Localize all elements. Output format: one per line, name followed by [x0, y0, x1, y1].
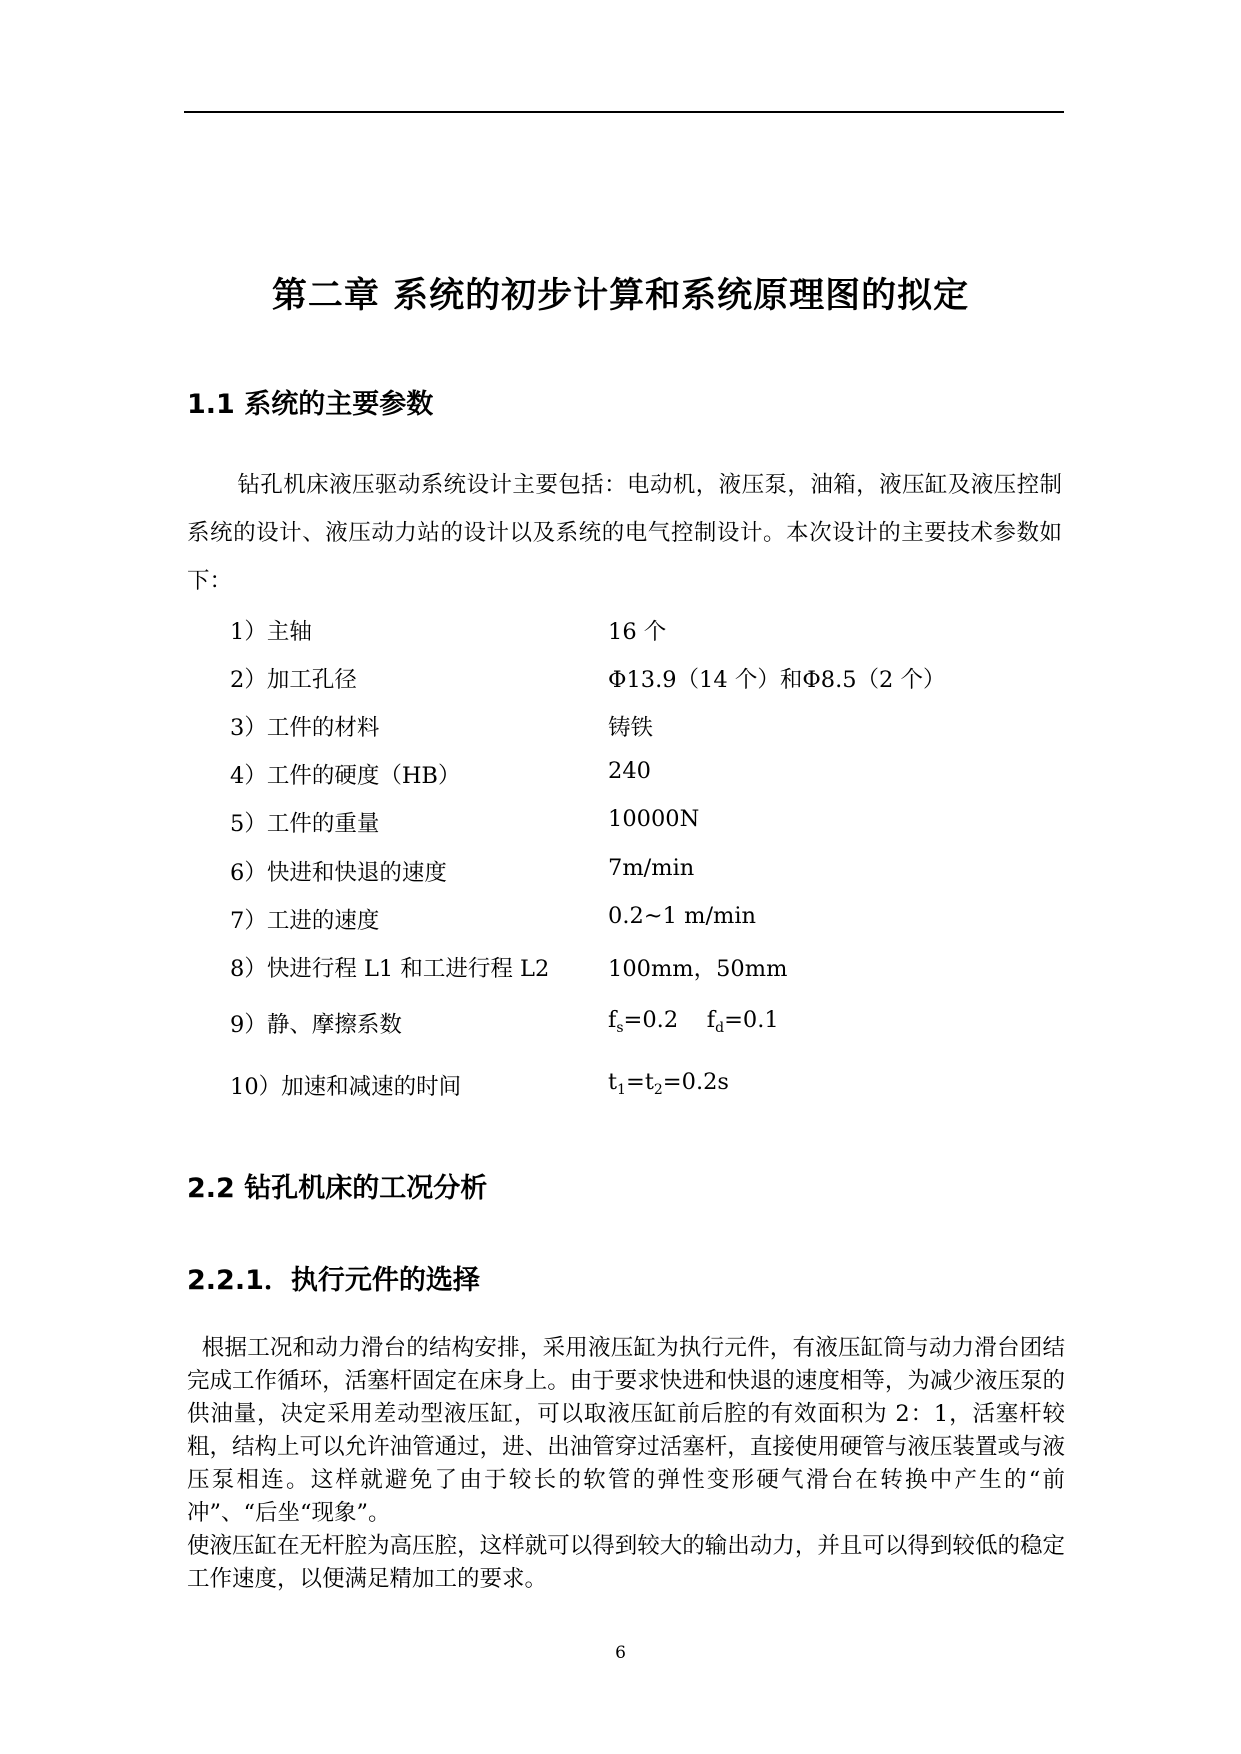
parameter-value: 0.2~1 m/min [608, 903, 757, 929]
parameter-value: Φ13.9（14 个）和Φ8.5（2 个） [608, 667, 946, 693]
parameter-row [230, 1007, 1060, 1047]
section-heading-2-2-1: 2.2.1．执行元件的选择 [187, 1265, 480, 1296]
parameter-label: 9）静、摩擦系数 [230, 1012, 402, 1038]
parameter-label: 3）工件的材料 [230, 715, 380, 741]
parameter-label: 1）主轴 [230, 619, 312, 645]
friction-coefficients-value: $f_s=0.2$ $f_d=0.1$ [608, 1007, 779, 1036]
parameter-value: 铸铁 [608, 715, 654, 741]
parameter-row [230, 903, 1060, 943]
page-number: 6 [615, 1643, 626, 1663]
parameter-label: 7）工进的速度 [230, 908, 380, 934]
body-paragraph: 使液压缸在无杆腔为高压腔，这样就可以得到较大的输出动力，并且可以得到较低的稳定工作速度，以便满足精加工的要求。 [187, 1533, 1065, 1592]
parameter-value: 16 个 [608, 619, 667, 645]
parameter-value: 7m/min [608, 855, 695, 881]
parameter-value: 10000N [608, 806, 700, 832]
parameter-value: 240 [608, 758, 651, 784]
parameter-row [230, 710, 1060, 750]
parameter-label: 8）快进行程 L1 和工进行程 L2 [230, 956, 550, 982]
parameter-label: 4）工件的硬度（HB） [230, 763, 461, 789]
intro-paragraph-text: 钻孔机床液压驱动系统设计主要包括：电动机，液压泵，油箱，液压缸及液压控制系统的设计、液压动力站的设计以及系统的电气控制设计。本次设计的主要技术参数如下： [187, 472, 1062, 594]
chapter-title: 第二章 系统的初步计算和系统原理图的拟定 [271, 276, 970, 316]
parameter-row [230, 614, 1060, 654]
parameter-label: 5）工件的重量 [230, 811, 380, 837]
section-heading-2-2: 2.2 钻孔机床的工况分析 [187, 1173, 488, 1204]
parameter-row [230, 855, 1060, 895]
section-heading-1-1: 1.1 系统的主要参数 [187, 389, 434, 420]
parameter-row [230, 951, 1060, 991]
header-rule [184, 111, 1064, 113]
parameter-row [230, 806, 1060, 846]
accel-decel-time-value: $t_1=t_2=0.2s$ [608, 1069, 729, 1098]
parameter-value: 100mm，50mm [608, 956, 788, 982]
body-text [187, 1332, 1065, 1596]
parameter-label: 6）快进和快退的速度 [230, 860, 447, 886]
parameter-row [230, 662, 1060, 702]
body-paragraph: 根据工况和动力滑台的结构安排，采用液压缸为执行元件，有液压缸筒与动力滑台团结完成工作循环，活塞杆固定在床身上。由于要求快进和快退的速度相等，为减少液压泵的供油量，决定采用差动型液压缸，可以取液压缸前后腔的有效面积为 2：1，活塞杆较粗，结构上可以允许油管通过，进、出油管穿过活塞杆，直接使用硬管与液压装置或与液压泵相连。这样就避免了由于较长的软管的弹性变形硬气滑台在转换中产生的“前冲”、“后坐“现象”。 [187, 1335, 1065, 1526]
parameter-row [230, 1069, 1060, 1109]
intro-paragraph [187, 461, 1062, 605]
parameter-row [230, 758, 1060, 798]
parameter-label: 10）加速和减速的时间 [230, 1074, 462, 1100]
parameter-label: 2）加工孔径 [230, 667, 357, 693]
